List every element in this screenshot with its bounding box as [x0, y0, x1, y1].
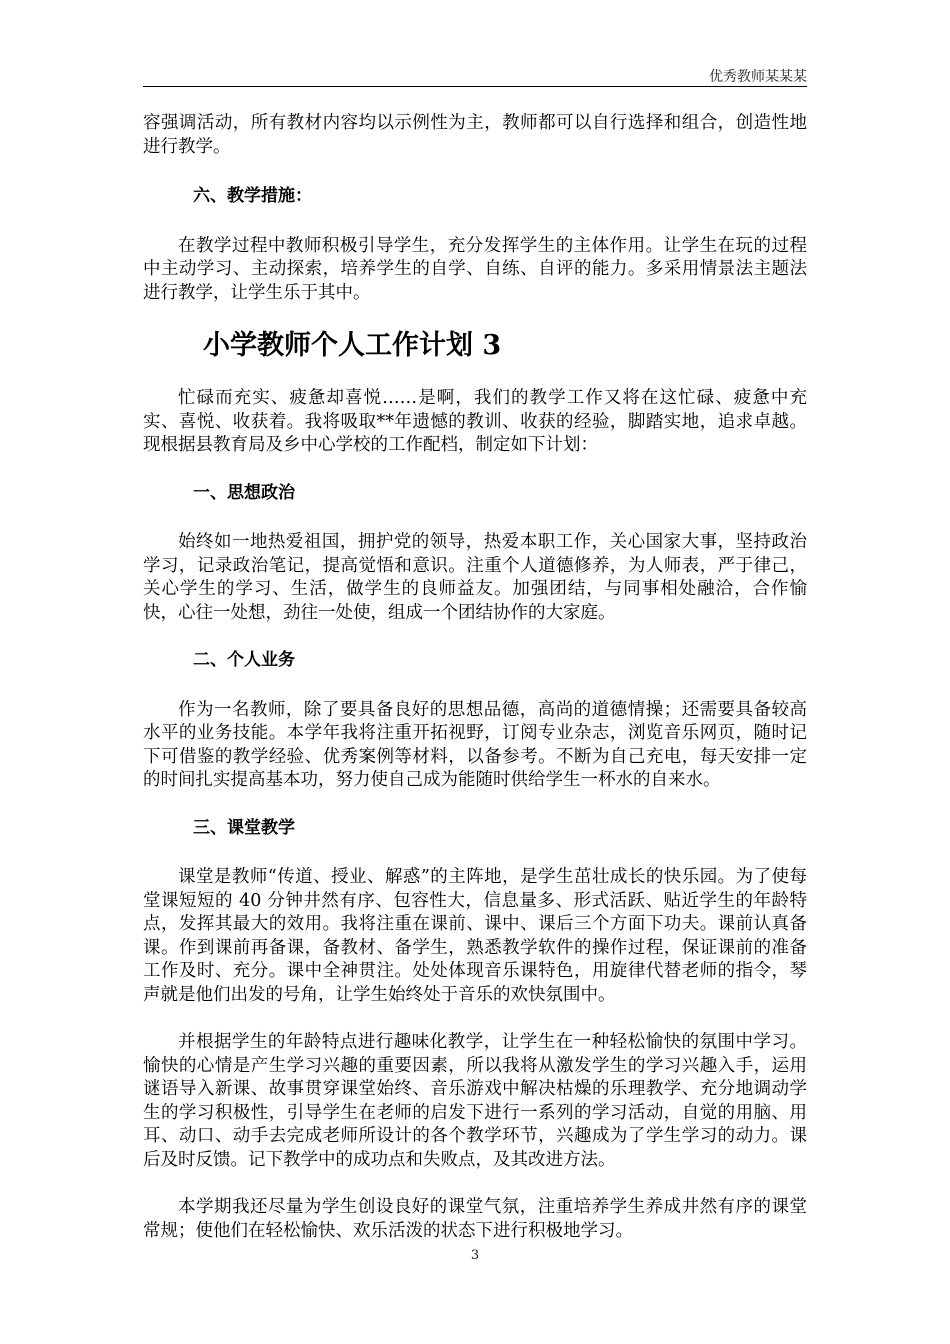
page-number: 3 — [470, 1248, 480, 1263]
header-rule — [143, 86, 807, 87]
section-heading-classroom-teaching: 三、课堂教学 — [193, 817, 295, 838]
paragraph-teaching-measures: 在教学过程中教师积极引导学生，充分发挥学生的主体作用。让学生在玩的过程中主动学习、主动探索，培养学生的自学、自练、自评的能力。多采用情景法主题法进行教学，让学生乐于其中。 — [143, 235, 807, 303]
paragraph-interest-teaching: 并根据学生的年龄特点进行趣味化教学，让学生在一种轻松愉快的氛围中学习。愉快的心情是产生学习兴趣的重要因素，所以我将从激发学生的学习兴趣入手，运用谜语导入新课、故事贯穿课堂始终、音乐游戏中解决枯燥的乐理教学、充分地调动学生的学习积极性，引导学生在老师的启发下进行一系列的学习活动，自觉的用脑、用耳、动口、动手去完成老师所设计的各个教学环节，兴趣成为了学生学习的动力。课后及时反馈。记下教学中的成功点和失败点，及其改进方法。 — [143, 1032, 807, 1170]
page-header: 优秀教师某某某 — [709, 69, 807, 85]
section-heading-teaching-measures: 六、教学措施： — [193, 186, 312, 206]
section-heading-personal-business: 二、个人业务 — [193, 650, 295, 670]
paragraph-continuation: 容强调活动，所有教材内容均以示例性为主，教师都可以自行选择和组合，创造性地进行教学。 — [143, 113, 807, 157]
paragraph-politics: 始终如一地热爱祖国，拥护党的领导，热爱本职工作，关心国家大事，坚持政治学习，记录政治笔记，提高觉悟和意识。注重个人道德修养，为人师表，严于律己，关心学生的学习、生活，做学生的良师益友。加强团结，与同事相处融洽，合作愉快，心往一处想，劲往一处使，组成一个团结协作的大家庭。 — [143, 532, 807, 623]
section-heading-politics: 一、思想政治 — [193, 482, 295, 503]
paragraph-classroom-atmosphere: 本学期我还尽量为学生创设良好的课堂气氛，注重培养学生养成井然有序的课堂常规；使他们在轻松愉快、欢乐活泼的状态下进行积极地学习。 — [143, 1197, 807, 1241]
paragraph-intro: 忙碌而充实、疲惫却喜悦……是啊，我们的教学工作又将在这忙碌、疲惫中充实、喜悦、收获着。我将吸取**年遗憾的教训、收获的经验，脚踏实地，追求卓越。现根据县教育局及乡中心学校的工作配档，制定如下计划： — [143, 388, 807, 455]
document-title: 小学教师个人工作计划 3 — [203, 330, 502, 361]
document-body — [143, 112, 807, 1243]
paragraph-personal-business: 作为一名教师，除了要具备良好的思想品德，高尚的道德情操；还需要具备较高水平的业务技能。本学年我将注重开拓视野，订阅专业杂志，浏览音乐网页，随时记下可借鉴的教学经验、优秀案例等材料，以备参考。不断为自己充电，每天安排一定的时间扎实提高基本功，努力使自己成为能随时供给学生一杯水的自来水。 — [143, 699, 807, 790]
paragraph-classroom-teaching: 课堂是教师“传道、授业、解惑”的主阵地，是学生茁壮成长的快乐园。为了使每堂课短短的 40 分钟井然有序、包容性大，信息量多、形式活跃、贴近学生的年龄特点，发挥其最大的效用。我将注重在课前、课中、课后三个方面下功夫。课前认真备课。作到课前再备课，备教材、备学生，熟悉教学软件的操作过程，保证课前的准备工作及时、充分。课中全神贯注。处处体现音乐课特色，用旋律代替老师的指令，琴声就是他们出发的号角，让学生始终处于音乐的欢快氛围中。 — [143, 867, 807, 1005]
